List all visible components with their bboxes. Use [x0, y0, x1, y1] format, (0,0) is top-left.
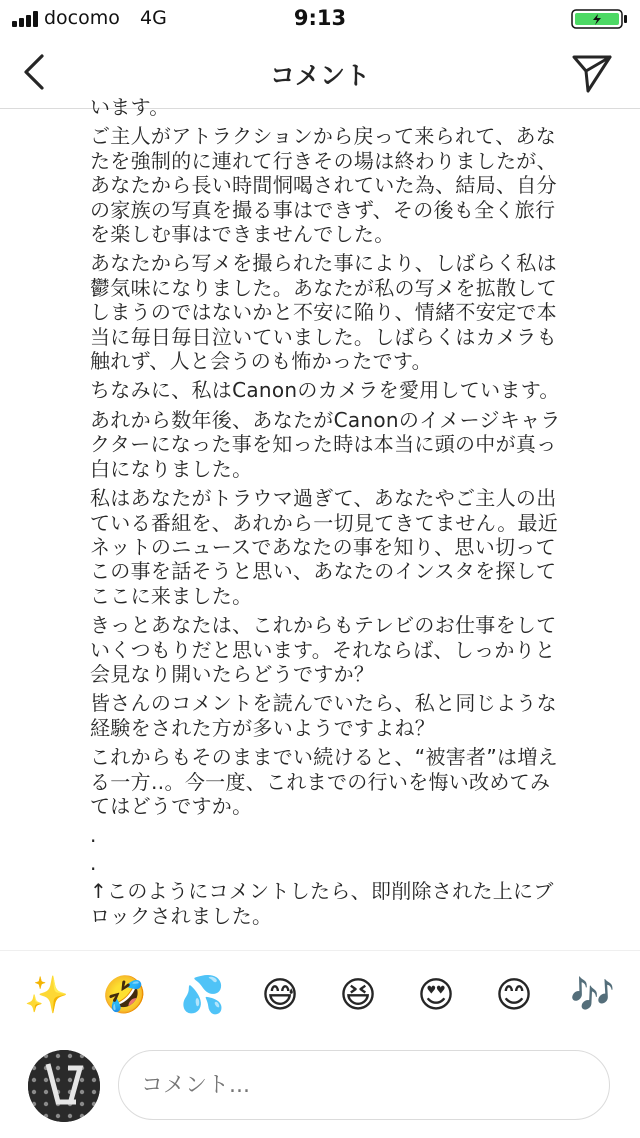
smiling-blush-emoji-button[interactable]: 😊: [495, 975, 533, 1016]
comment-composer: [0, 1040, 640, 1138]
direct-send-icon[interactable]: [570, 52, 614, 94]
sweat-droplets-emoji-button[interactable]: 💦: [180, 975, 225, 1016]
comment-paragraph: 私はあなたがトラウマ過ぎて、あなたやご主人の出 ている番組を、あれから一切見てきてません。最近 ネットのニュースであなたの事を知り、思い切って この事を話そうと思い、あなたのインスタを探して ここに来ました。: [90, 486, 559, 608]
carrier-label: docomo: [44, 7, 120, 29]
comment-paragraph: 皆さんのコメントを読んでいたら、私と同じような 経験をされた方が多いようですよね？: [90, 691, 557, 740]
comment-paragraph: あなたから写メを撮られた事により、しばらく私は 鬱気味になりました。あなたが私の写メを拡散して しまうのではないかと不安に陥り、情緒不安定で本 当に毎日毎日泣いていました。しばらくはカメラも 触れず、人と会うのも怖かったです。: [90, 251, 557, 374]
musical-notes-emoji-button[interactable]: 🎶: [570, 975, 615, 1016]
comment-dot: .: [90, 851, 97, 876]
quick-emoji-bar: [0, 950, 640, 1039]
rolling-laughing-emoji-button[interactable]: 🤣: [102, 975, 147, 1016]
network-type-label: 4G: [140, 7, 167, 29]
comment-paragraph: これからもそのままでい続けると、“被害者”は増え る一方‥。今一度、これまでの行いを悔い改めてみ てはどうですか。: [90, 745, 558, 818]
comment-paragraph: います。: [90, 95, 170, 119]
page-title: コメント: [269, 61, 370, 90]
comment-paragraph: あれから数年後、あなたがCanonのイメージキャラ クターになった事を知った時は本当に頭の中が真っ 白になりました。: [90, 407, 561, 481]
sparkles-emoji-button[interactable]: ✨: [24, 975, 69, 1016]
comment-scroll-area[interactable]: [0, 95, 640, 947]
comment-paragraph: ↑このようにコメントしたら、即削除された上にブ ロックされました。: [90, 879, 554, 928]
comment-body: [90, 95, 620, 933]
grinning-sweat-emoji-button[interactable]: 😅: [261, 975, 299, 1016]
squinting-laughing-emoji-button[interactable]: 😆: [339, 975, 377, 1016]
comment-dot: .: [90, 823, 97, 848]
comment-paragraph: ちなみに、私はCanonのカメラを愛用しています。: [90, 378, 560, 403]
status-bar: [0, 0, 640, 38]
comment-paragraph: きっとあなたは、これからもテレビのお仕事をして いくつもりだと思います。それならば、しっかりと 会見なり開いたらどうですか？: [90, 613, 557, 686]
status-time: 9:13: [293, 6, 347, 30]
avatar: [28, 1050, 100, 1122]
battery-icon: [571, 9, 631, 29]
monogram-avatar-icon: [28, 1050, 100, 1122]
comment-paragraph: ご主人がアトラクションから戻って来られて、あな たを強制的に連れて行きその場は終わりましたが、 あなたから長い時間恫喝されていた為、結局、自分 の家族の写真を撮る事はできず、その後も全く旅行 を楽しむ事はできませんでした。: [90, 124, 557, 247]
comment-input[interactable]: [118, 1050, 610, 1120]
heart-eyes-emoji-button[interactable]: 😍: [417, 975, 455, 1016]
